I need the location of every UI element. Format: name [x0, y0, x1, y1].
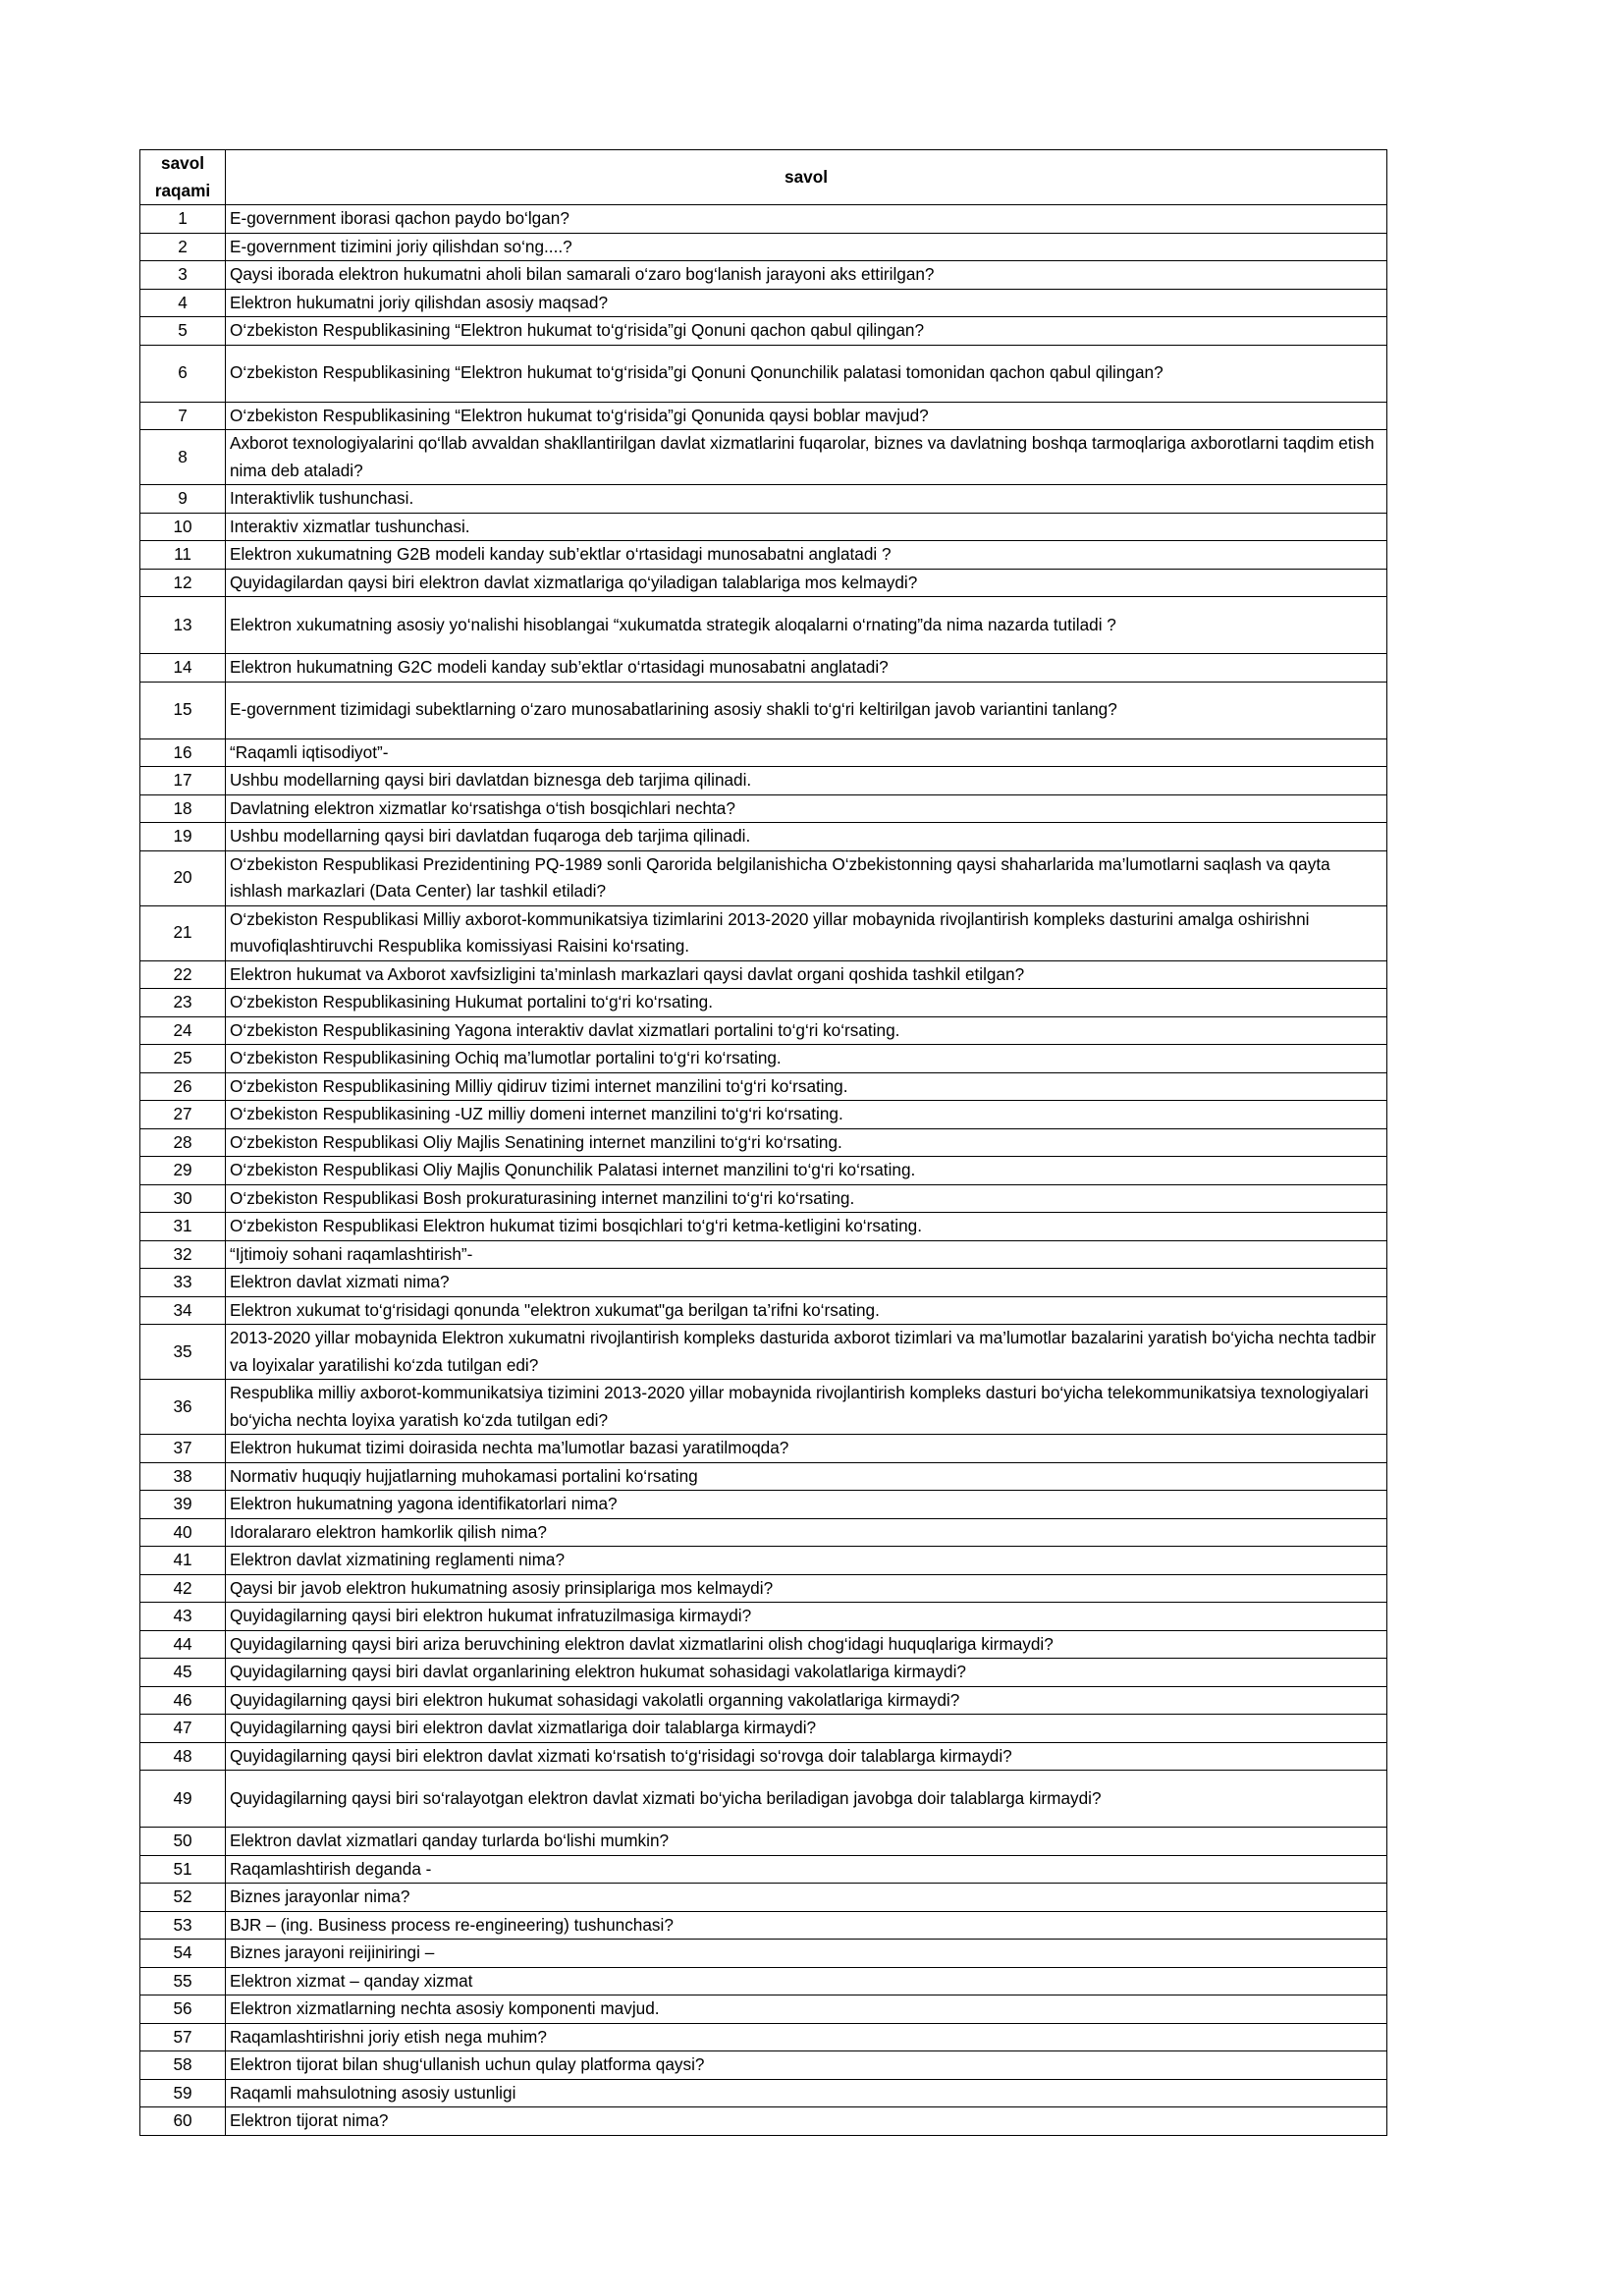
question-number: 41 [140, 1547, 226, 1575]
header-question-number: savol raqami [140, 150, 226, 205]
question-number: 28 [140, 1128, 226, 1157]
question-number: 52 [140, 1884, 226, 1912]
table-row [140, 1462, 1387, 1491]
question-text: Elektron tijorat nima? [226, 2107, 1387, 2136]
question-number: 34 [140, 1296, 226, 1325]
question-number: 56 [140, 1995, 226, 2024]
question-text: Normativ huquqiy hujjatlarning muhokamasi portalini ko‘rsating [226, 1462, 1387, 1491]
questions-table [139, 149, 1387, 2136]
question-number: 57 [140, 2023, 226, 2051]
question-number: 19 [140, 823, 226, 851]
question-text: Elektron davlat xizmatining reglamenti nima? [226, 1547, 1387, 1575]
question-number: 12 [140, 569, 226, 597]
question-text: Raqamlashtirish deganda - [226, 1855, 1387, 1884]
question-text: Quyidagilarning qaysi biri elektron hukumat infratuzilmasiga kirmaydi? [226, 1603, 1387, 1631]
question-text: Quyidagilarning qaysi biri elektron hukumat sohasidagi vakolatli organning vakolatlariga kirmaydi? [226, 1686, 1387, 1715]
table-row [140, 430, 1387, 485]
question-number: 50 [140, 1828, 226, 1856]
question-text: Quyidagilarning qaysi biri elektron davlat xizmatlariga doir talablarga kirmaydi? [226, 1715, 1387, 1743]
table-row [140, 1884, 1387, 1912]
question-text: 2013-2020 yillar mobaynida Elektron xukumatni rivojlantirish kompleks dasturida axborot tizimlari va ma’lumotlar bazalarini yaratish bo‘yicha nechta tadbir va loyixalar yaratilishi ko‘zda tutilgan edi? [226, 1325, 1387, 1380]
question-number: 30 [140, 1184, 226, 1213]
question-text: O‘zbekiston Respublikasi Prezidentining PQ-1989 sonli Qarorida belgilanishicha O‘zbekistonning qaysi shaharlarida ma’lumotlarni saqlash va qayta ishlash markazlari (Data Center) lar tashkil etiladi? [226, 850, 1387, 905]
question-text: Qaysi iborada elektron hukumatni aholi bilan samarali o‘zaro bog‘lanish jarayoni aks ettirilgan? [226, 261, 1387, 290]
table-row [140, 1072, 1387, 1101]
table-row [140, 2023, 1387, 2051]
question-text: E-government tizimidagi subektlarning o‘zaro munosabatlarining asosiy shakli to‘g‘ri keltirilgan javob variantini tanlang? [226, 682, 1387, 738]
question-number: 23 [140, 989, 226, 1017]
table-row [140, 1269, 1387, 1297]
question-text: Elektron davlat xizmati nima? [226, 1269, 1387, 1297]
question-text: O‘zbekiston Respublikasi Elektron hukumat tizimi bosqichlari to‘g‘ri ketma-ketligini ko‘rsating. [226, 1213, 1387, 1241]
question-number: 39 [140, 1491, 226, 1519]
question-number: 35 [140, 1325, 226, 1380]
table-row [140, 1435, 1387, 1463]
question-number: 53 [140, 1911, 226, 1940]
question-text: Elektron tijorat bilan shug‘ullanish uchun qulay platforma qaysi? [226, 2051, 1387, 2080]
table-row [140, 1045, 1387, 1073]
question-text: O‘zbekiston Respublikasining “Elektron hukumat to‘g‘risida”gi Qonuni Qonunchilik palatasi tomonidan qachon qabul qilingan? [226, 345, 1387, 402]
table-row [140, 1995, 1387, 2024]
question-number: 11 [140, 541, 226, 570]
table-row [140, 1828, 1387, 1856]
question-number: 58 [140, 2051, 226, 2080]
question-number: 37 [140, 1435, 226, 1463]
question-number: 18 [140, 794, 226, 823]
table-row [140, 485, 1387, 514]
question-number: 42 [140, 1574, 226, 1603]
question-text: Quyidagilarning qaysi biri davlat organlarining elektron hukumat sohasidagi vakolatlariga kirmaydi? [226, 1659, 1387, 1687]
table-row [140, 1184, 1387, 1213]
table-row [140, 767, 1387, 795]
question-number: 59 [140, 2079, 226, 2107]
question-number: 3 [140, 261, 226, 290]
table-row [140, 402, 1387, 430]
question-text: Interaktiv xizmatlar tushunchasi. [226, 513, 1387, 541]
question-number: 22 [140, 960, 226, 989]
table-row [140, 1213, 1387, 1241]
question-text: O‘zbekiston Respublikasining Hukumat portalini to‘g‘ri ko‘rsating. [226, 989, 1387, 1017]
question-text: O‘zbekiston Respublikasining “Elektron hukumat to‘g‘risida”gi Qonuni qachon qabul qilingan? [226, 317, 1387, 346]
table-row [140, 2079, 1387, 2107]
question-text: Axborot texnologiyalarini qo‘llab avvaldan shakllantirilgan davlat xizmatlarini fuqarolar, biznes va davlatning boshqa tarmoqlariga axborotlarni taqdim etish nima deb ataladi? [226, 430, 1387, 485]
question-text: Elektron hukumatning G2C modeli kanday sub’ektlar o‘rtasidagi munosabatni anglatadi? [226, 654, 1387, 683]
question-text: O‘zbekiston Respublikasining -UZ milliy domeni internet manzilini to‘g‘ri ko‘rsating. [226, 1101, 1387, 1129]
question-number: 25 [140, 1045, 226, 1073]
question-text: Elektron xizmatlarning nechta asosiy komponenti mavjud. [226, 1995, 1387, 2024]
table-row [140, 317, 1387, 346]
question-number: 45 [140, 1659, 226, 1687]
table-row [140, 345, 1387, 402]
question-text: Elektron hukumatning yagona identifikatorlari nima? [226, 1491, 1387, 1519]
question-number: 24 [140, 1016, 226, 1045]
question-text: Ushbu modellarning qaysi biri davlatdan biznesga deb tarjima qilinadi. [226, 767, 1387, 795]
question-text: O‘zbekiston Respublikasi Milliy axborot-kommunikatsiya tizimlarini 2013-2020 yillar mobaynida rivojlantirish kompleks dasturini amalga oshirishni muvofiqlashtiruvchi Respublika komissiyasi Raisini ko‘rsating. [226, 905, 1387, 960]
table-row [140, 233, 1387, 261]
table-row [140, 960, 1387, 989]
table-row [140, 541, 1387, 570]
table-row [140, 1603, 1387, 1631]
table-row [140, 1940, 1387, 1968]
table-row [140, 1630, 1387, 1659]
question-text: Interaktivlik tushunchasi. [226, 485, 1387, 514]
question-text: Quyidagilarning qaysi biri elektron davlat xizmati ko‘rsatish to‘g‘risidagi so‘rovga doir talablarga kirmaydi? [226, 1742, 1387, 1771]
question-text: O‘zbekiston Respublikasining Yagona interaktiv davlat xizmatlari portalini to‘g‘ri ko‘rsating. [226, 1016, 1387, 1045]
table-row [140, 1547, 1387, 1575]
question-number: 16 [140, 738, 226, 767]
question-text: Raqamlashtirishni joriy etish nega muhim? [226, 2023, 1387, 2051]
table-row [140, 1771, 1387, 1828]
question-text: Ushbu modellarning qaysi biri davlatdan fuqaroga deb tarjima qilinadi. [226, 823, 1387, 851]
question-number: 14 [140, 654, 226, 683]
table-row [140, 205, 1387, 234]
question-number: 21 [140, 905, 226, 960]
question-text: Elektron hukumatni joriy qilishdan asosiy maqsad? [226, 289, 1387, 317]
question-number: 51 [140, 1855, 226, 1884]
question-number: 46 [140, 1686, 226, 1715]
table-row [140, 1742, 1387, 1771]
question-text: Elektron xukumatning G2B modeli kanday sub’ektlar o‘rtasidagi munosabatni anglatadi ? [226, 541, 1387, 570]
table-row [140, 1518, 1387, 1547]
table-row [140, 569, 1387, 597]
question-text: “Raqamli iqtisodiyot”- [226, 738, 1387, 767]
question-number: 60 [140, 2107, 226, 2136]
question-number: 2 [140, 233, 226, 261]
question-text: Raqamli mahsulotning asosiy ustunligi [226, 2079, 1387, 2107]
table-row [140, 1911, 1387, 1940]
table-row [140, 1574, 1387, 1603]
question-text: BJR – (ing. Business process re-engineering) tushunchasi? [226, 1911, 1387, 1940]
table-row [140, 654, 1387, 683]
question-text: Qaysi bir javob elektron hukumatning asosiy prinsiplariga mos kelmaydi? [226, 1574, 1387, 1603]
question-text: “Ijtimoiy sohani raqamlashtirish”- [226, 1240, 1387, 1269]
table-row [140, 1325, 1387, 1380]
question-text: Respublika milliy axborot-kommunikatsiya tizimini 2013-2020 yillar mobaynida rivojlantirish kompleks dasturi bo‘yicha telekommunikatsiya texnologiyalari bo‘yicha nechta loyixa yaratish ko‘zda tutilgan edi? [226, 1380, 1387, 1435]
question-number: 29 [140, 1157, 226, 1185]
question-text: Elektron xizmat – qanday xizmat [226, 1967, 1387, 1995]
table-row [140, 1855, 1387, 1884]
question-number: 20 [140, 850, 226, 905]
question-text: Biznes jarayonlar nima? [226, 1884, 1387, 1912]
question-number: 33 [140, 1269, 226, 1297]
question-number: 48 [140, 1742, 226, 1771]
question-number: 8 [140, 430, 226, 485]
question-number: 4 [140, 289, 226, 317]
question-number: 43 [140, 1603, 226, 1631]
question-text: Elektron davlat xizmatlari qanday turlarda bo‘lishi mumkin? [226, 1828, 1387, 1856]
question-number: 15 [140, 682, 226, 738]
question-number: 7 [140, 402, 226, 430]
table-row [140, 597, 1387, 654]
question-text: Elektron xukumatning asosiy yo‘nalishi hisoblangai “xukumatda strategik aloqalarni o‘rnating”da nima nazarda tutiladi ? [226, 597, 1387, 654]
question-text: Elektron hukumat va Axborot xavfsizligini ta’minlash markazlari qaysi davlat organi qoshida tashkil etilgan? [226, 960, 1387, 989]
question-number: 31 [140, 1213, 226, 1241]
table-row [140, 1967, 1387, 1995]
question-text: Quyidagilarning qaysi biri ariza beruvchining elektron davlat xizmatlarini olish chog‘idagi huquqlariga kirmaydi? [226, 1630, 1387, 1659]
question-number: 49 [140, 1771, 226, 1828]
table-row [140, 794, 1387, 823]
question-text: Davlatning elektron xizmatlar ko‘rsatishga o‘tish bosqichlari nechta? [226, 794, 1387, 823]
table-row [140, 289, 1387, 317]
question-text: O‘zbekiston Respublikasining Ochiq ma’lumotlar portalini to‘g‘ri ko‘rsating. [226, 1045, 1387, 1073]
header-question: savol [226, 150, 1387, 205]
table-header-row [140, 150, 1387, 205]
table-row [140, 850, 1387, 905]
question-text: E-government iborasi qachon paydo bo‘lgan? [226, 205, 1387, 234]
question-text: E-government tizimini joriy qilishdan so‘ng....? [226, 233, 1387, 261]
table-row [140, 1157, 1387, 1185]
table-row [140, 1240, 1387, 1269]
question-text: O‘zbekiston Respublikasi Oliy Majlis Senatining internet manzilini to‘g‘ri ko‘rsating. [226, 1128, 1387, 1157]
question-number: 13 [140, 597, 226, 654]
table-row [140, 2051, 1387, 2080]
question-text: Elektron xukumat to‘g‘risidagi qonunda "elektron xukumat"ga berilgan ta’rifni ko‘rsating. [226, 1296, 1387, 1325]
question-number: 1 [140, 205, 226, 234]
question-number: 27 [140, 1101, 226, 1129]
question-number: 40 [140, 1518, 226, 1547]
table-row [140, 1101, 1387, 1129]
table-row [140, 261, 1387, 290]
table-row [140, 738, 1387, 767]
question-number: 6 [140, 345, 226, 402]
table-row [140, 1659, 1387, 1687]
question-number: 47 [140, 1715, 226, 1743]
question-text: Elektron hukumat tizimi doirasida nechta ma’lumotlar bazasi yaratilmoqda? [226, 1435, 1387, 1463]
table-row [140, 1491, 1387, 1519]
question-number: 36 [140, 1380, 226, 1435]
question-number: 5 [140, 317, 226, 346]
question-number: 38 [140, 1462, 226, 1491]
question-number: 26 [140, 1072, 226, 1101]
table-row [140, 905, 1387, 960]
table-row [140, 1380, 1387, 1435]
table-body [140, 205, 1387, 2136]
question-number: 54 [140, 1940, 226, 1968]
table-row [140, 1016, 1387, 1045]
question-number: 32 [140, 1240, 226, 1269]
question-number: 17 [140, 767, 226, 795]
question-number: 44 [140, 1630, 226, 1659]
table-row [140, 1128, 1387, 1157]
table-row [140, 823, 1387, 851]
table-row [140, 682, 1387, 738]
question-text: O‘zbekiston Respublikasining “Elektron hukumat to‘g‘risida”gi Qonunida qaysi boblar mavjud? [226, 402, 1387, 430]
question-text: O‘zbekiston Respublikasining Milliy qidiruv tizimi internet manzilini to‘g‘ri ko‘rsating. [226, 1072, 1387, 1101]
table-row [140, 1686, 1387, 1715]
table-row [140, 1715, 1387, 1743]
question-number: 55 [140, 1967, 226, 1995]
table-row [140, 2107, 1387, 2136]
question-text: Idoralararo elektron hamkorlik qilish nima? [226, 1518, 1387, 1547]
question-number: 9 [140, 485, 226, 514]
table-row [140, 989, 1387, 1017]
table-row [140, 1296, 1387, 1325]
question-text: Quyidagilardan qaysi biri elektron davlat xizmatlariga qo‘yiladigan talablariga mos kelmaydi? [226, 569, 1387, 597]
table-row [140, 513, 1387, 541]
question-text: Quyidagilarning qaysi biri so‘ralayotgan elektron davlat xizmati bo‘yicha beriladigan javobga doir talablarga kirmaydi? [226, 1771, 1387, 1828]
question-text: Biznes jarayoni reijiniringi – [226, 1940, 1387, 1968]
question-text: O‘zbekiston Respublikasi Bosh prokuraturasining internet manzilini to‘g‘ri ko‘rsating. [226, 1184, 1387, 1213]
question-text: O‘zbekiston Respublikasi Oliy Majlis Qonunchilik Palatasi internet manzilini to‘g‘ri ko‘rsating. [226, 1157, 1387, 1185]
question-number: 10 [140, 513, 226, 541]
